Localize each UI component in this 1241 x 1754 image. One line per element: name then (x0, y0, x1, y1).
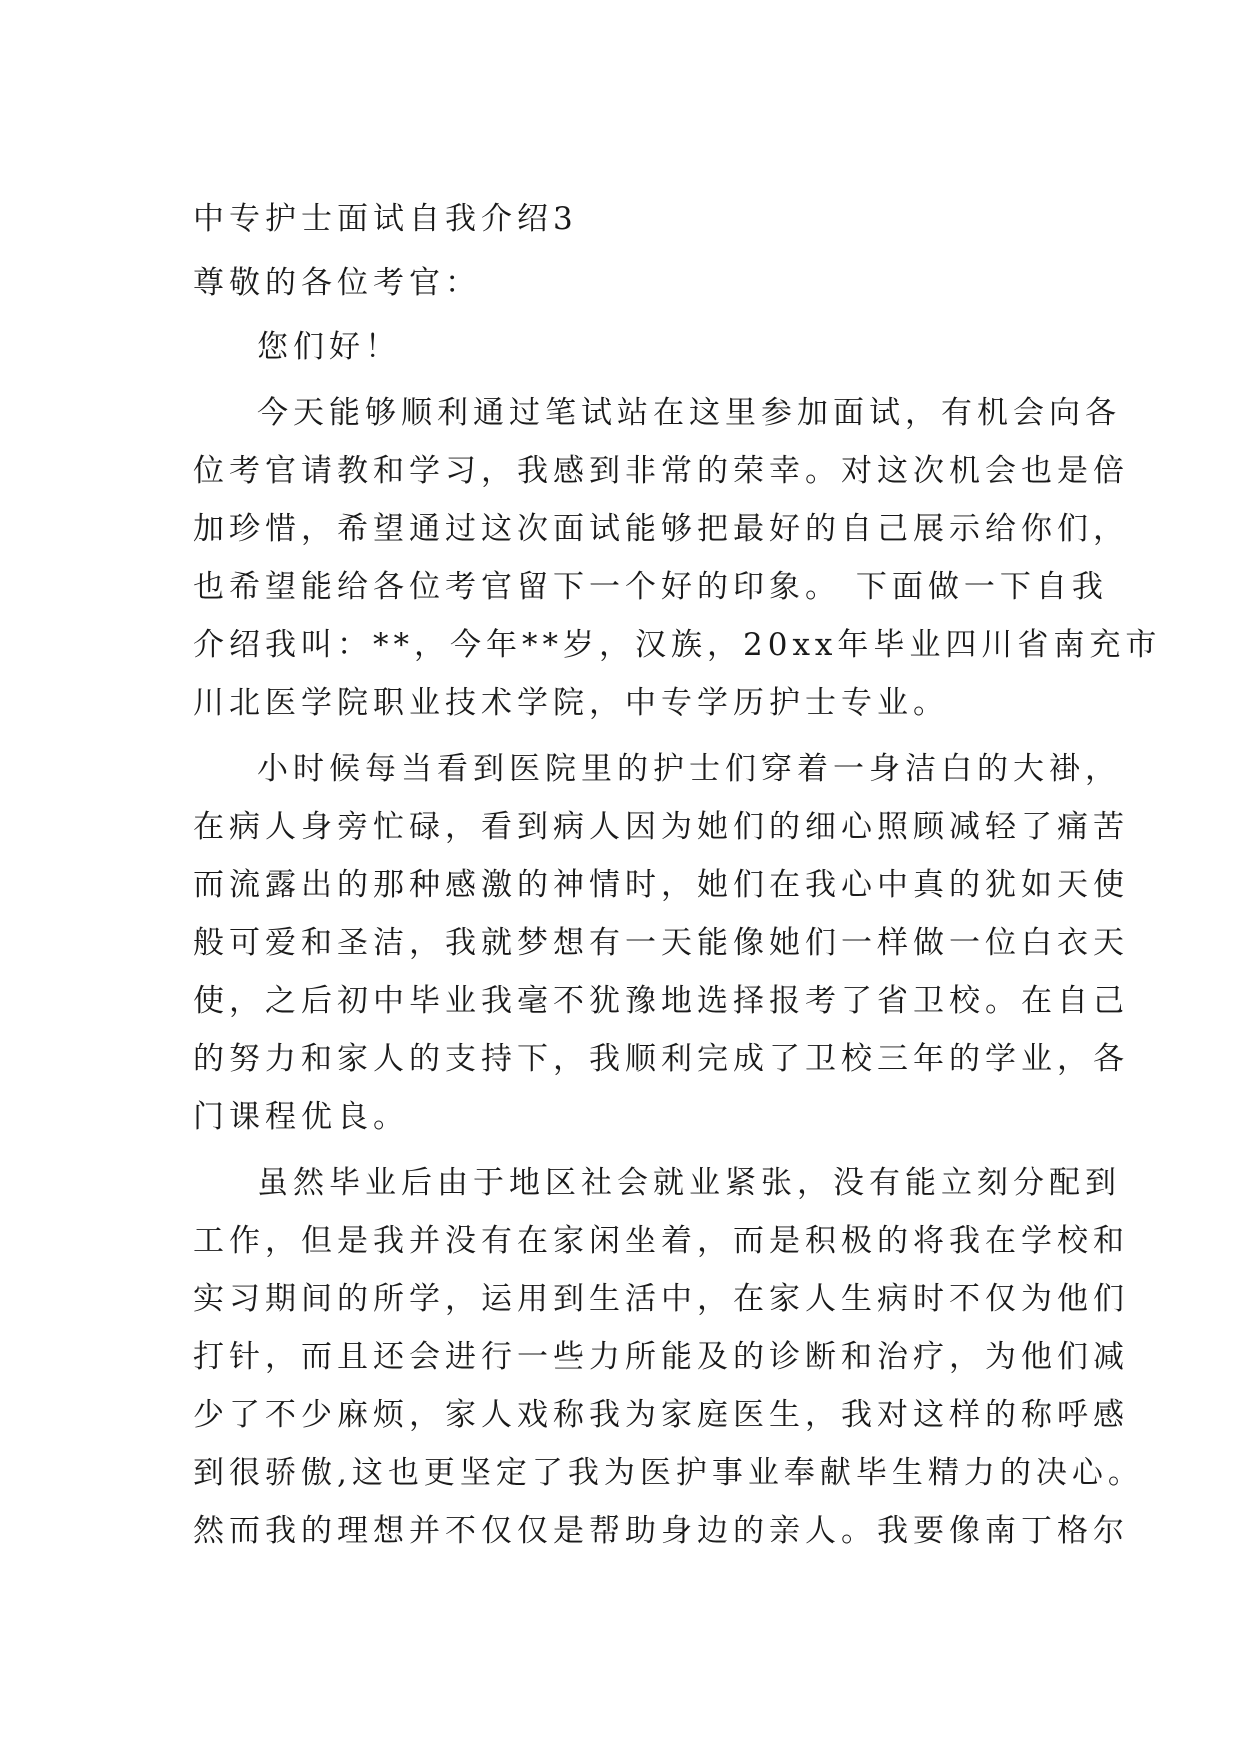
paragraph-line: 也希望能给各位考官留下一个好的印象。 下面做一下自我 (193, 569, 1108, 605)
paragraph-line: 使，之后初中毕业我毫不犹豫地选择报考了省卫校。在自己 (193, 983, 1129, 1019)
paragraph-line: 到很骄傲,这也更坚定了我为医护事业奉献毕生精力的决心。 (193, 1455, 1144, 1491)
paragraph-1 (193, 384, 1162, 732)
paragraph-line: 而流露出的那种感激的神情时，她们在我心中真的犹如天使 (193, 867, 1129, 903)
paragraph-2 (193, 740, 1129, 1146)
paragraph-line: 介绍我叫：**，今年**岁，汉族，20xx年毕业四川省南充市 (193, 627, 1162, 663)
greeting: 您们好！ (257, 329, 401, 365)
paragraph-line: 加珍惜，希望通过这次面试能够把最好的自己展示给你们， (193, 511, 1129, 547)
paragraph-line: 打针，而且还会进行一些力所能及的诊断和治疗，为他们减 (193, 1339, 1129, 1375)
paragraph-line: 少了不少麻烦，家人戏称我为家庭医生，我对这样的称呼感 (193, 1397, 1129, 1433)
paragraph-line: 川北医学院职业技术学院，中专学历护士专业。 (193, 685, 949, 721)
salutation: 尊敬的各位考官： (193, 265, 481, 301)
paragraph-line: 工作，但是我并没有在家闲坐着，而是积极的将我在学校和 (193, 1223, 1129, 1259)
document-page (193, 190, 1162, 1560)
paragraph-3 (193, 1154, 1144, 1560)
paragraph-line: 般可爱和圣洁，我就梦想有一天能像她们一样做一位白衣天 (193, 925, 1129, 961)
document-title: 中专护士面试自我介绍3 (193, 201, 578, 237)
paragraph-line: 虽然毕业后由于地区社会就业紧张，没有能立刻分配到 (257, 1165, 1121, 1201)
paragraph-line: 然而我的理想并不仅仅是帮助身边的亲人。我要像南丁格尔 (193, 1513, 1129, 1549)
paragraph-line: 实习期间的所学，运用到生活中，在家人生病时不仅为他们 (193, 1281, 1129, 1317)
paragraph-line: 今天能够顺利通过笔试站在这里参加面试，有机会向各 (257, 395, 1121, 431)
paragraph-line: 小时候每当看到医院里的护士们穿着一身洁白的大褂， (257, 751, 1121, 787)
paragraph-line: 在病人身旁忙碌，看到病人因为她们的细心照顾减轻了痛苦 (193, 809, 1129, 845)
paragraph-line: 门课程优良。 (193, 1099, 409, 1135)
paragraph-line: 的努力和家人的支持下，我顺利完成了卫校三年的学业，各 (193, 1041, 1129, 1077)
paragraph-line: 位考官请教和学习，我感到非常的荣幸。对这次机会也是倍 (193, 453, 1129, 489)
